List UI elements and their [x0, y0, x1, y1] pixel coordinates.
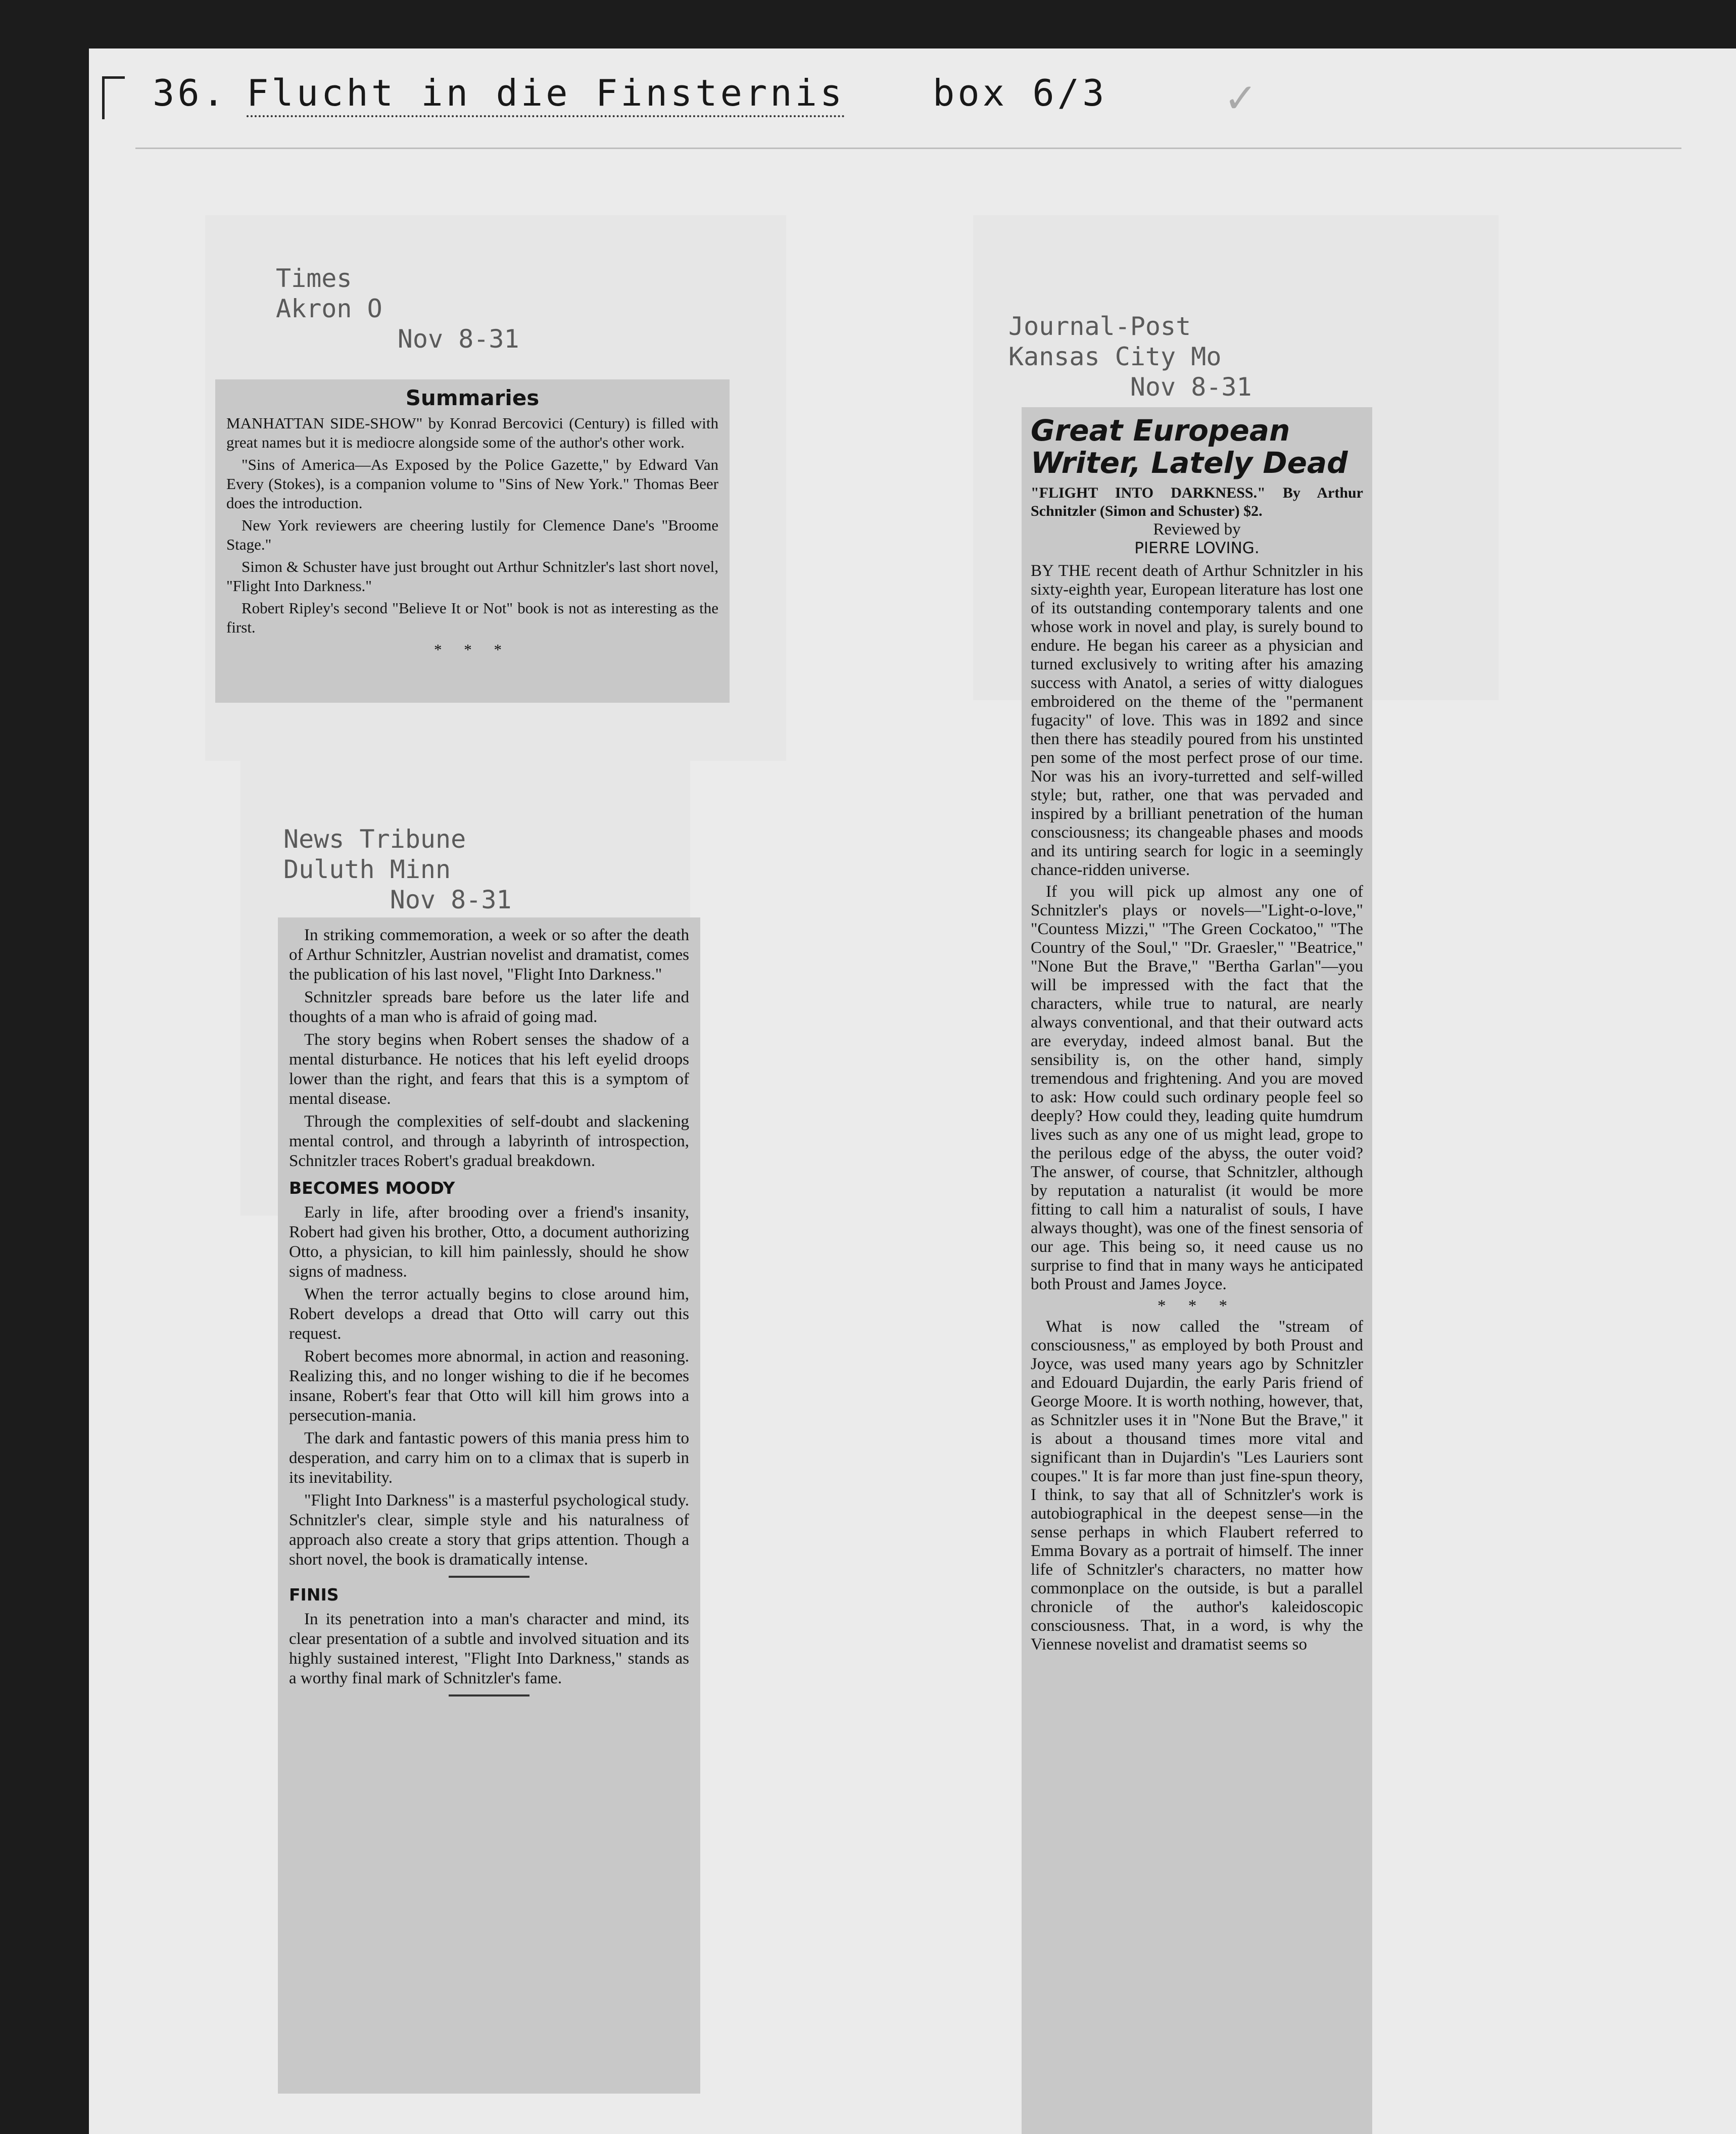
kansas-stamp: Journal-Post Kansas City Mo Nov 8-31 — [1008, 312, 1252, 402]
akron-headline: Summaries — [405, 385, 540, 410]
duluth-clipping — [278, 917, 700, 2094]
sheet-header — [89, 48, 1736, 160]
duluth-paragraph: When the terror actually begins to close around him, Robert develops a dread that Otto will carry out this request. — [289, 1285, 689, 1343]
akron-stamp: Times Akron O Nov 8-31 — [276, 264, 519, 354]
kansas-paragraph: BY THE recent death of Arthur Schnitzler in his sixty-eighth year, European literature has lost one of its outstanding contemporary talents and one whose work in novel and play, is surely bound to endure. He began his career as a physician and turned exclusively to writing after his amazing success with Anatol, a series of witty dialogues embroidered on the theme of the "permanent fugacity" of love. This was in 1892 and since then there has steadily poured from his unstinted pen some of the most perfect prose of our time. Nor was his an ivory-turretted and self-willed style; but, rather, one that was pervaded and inspired by a brilliant penetration of the human consciousness; its changeable phases and moods and its untiring search for logic in a seemingly chance-ridden universe. — [1031, 562, 1363, 879]
akron-paragraph: MANHATTAN SIDE-SHOW" by Konrad Bercovici (Century) is filled with great names but it is mediocre alongside some of the author's other work. — [226, 414, 718, 451]
akron-clipping — [215, 379, 730, 703]
duluth-paragraph: Early in life, after brooding over a friend's insanity, Robert had given his brother, Otto, a document authorizing Otto, a physician, to kill him painlessly, should he show signs of madness. — [289, 1203, 689, 1281]
kansas-book-line: "FLIGHT INTO DARKNESS." By Arthur Schnitzler (Simon and Schuster) $2. — [1031, 484, 1363, 519]
entry-title: Flucht in die Finsternis — [247, 72, 845, 117]
duluth-paragraph: The story begins when Robert senses the shadow of a mental disturbance. He notices that his left eyelid droops lower than the right, and fears that this is a symptom of mental disease. — [289, 1031, 689, 1108]
pencil-check-icon: ✓ — [1224, 75, 1258, 122]
kansas-reviewed-by: Reviewed by — [1153, 520, 1241, 539]
akron-paragraph: Robert Ripley's second "Believe It or Not" book is not as interesting as the first. — [226, 599, 718, 636]
duluth-paragraph: Schnitzler spreads bare before us the later life and thoughts of a man who is afraid of going mad. — [289, 988, 689, 1026]
duluth-divider — [449, 1576, 529, 1578]
kansas-paragraph: If you will pick up almost any one of Schnitzler's plays or novels—"Light-o-love," "Countess Mizzi," "The Green Cockatoo," "The Country of the Soul," "Dr. Graesler," "Beatrice," "None But the Brave," "Bertha Garlan"—you will be impressed with the fact that the characters, while true to natural, are nearly always conventional, and that their outward acts are everyday, indeed almost banal. But the sensibility is, on the other hand, simply tremendous and frightening. And you are moved to ask: How could such ordinary people feel so deeply? How could they, leading quite humdrum lives such as any one of us might lead, grope to the perilous edge of the abyss, the outer void? The answer, of course, that Schnitzler, although by reputation a naturalist (it would be more fitting to call him a naturalist of souls, I have always thought), was one of the finest sensoria of our age. This being so, it need cause us no surprise to find that in many ways he anticipated both Proust and James Joyce. — [1031, 883, 1363, 1293]
akron-paragraph: Simon & Schuster have just brought out Arthur Schnitzler's last short novel, "Flight Into Darkness." — [226, 558, 718, 595]
entry-number: 36. — [153, 72, 228, 114]
kansas-headline: Great European Writer, Lately Dead — [1031, 413, 1348, 480]
header-rule — [135, 148, 1681, 149]
duluth-paragraph: In its penetration into a man's character and mind, its clear presentation of a subtle and involved situation and its highly sustained interest, "Flight Into Darkness," stands as a worthy final mark of Schnitzler's fame. — [289, 1610, 689, 1687]
akron-stars: * * * — [434, 641, 511, 658]
duluth-paragraph: The dark and fantastic powers of this mania press him to desperation, and carry him on to a climax that is superb in its inevitability. — [289, 1429, 689, 1487]
duluth-paragraph: Through the complexities of self-doubt and slackening mental control, and through a labyrinth of introspection, Schnitzler traces Robert's gradual breakdown. — [289, 1112, 689, 1170]
kansas-paragraph: What is now called the "stream of consciousness," as employed by both Proust and Joyce, was used many years ago by Schnitzler and Edouard Dujardin, the early Paris friend of George Moore. It is worth nothing, however, that, as Schnitzler uses it in "None But the Brave," it is about a thousand times more vital and significant than in Dujardin's "Les Lauriers sont coupes." It is far more than just fine-spun theory, I think, to say that all of Schnitzler's work is autobiographical in the deepest sense—in the sense perhaps in which Flaubert referred to Emma Bovary as a portrait of himself. The inner life of Schnitzler's characters, no matter how commonplace on the outside, is but a parallel chronicle of the author's kaleidoscopic consciousness. That, in a word, is why the Viennese novelist and dramatist seems so — [1031, 1318, 1363, 1654]
duluth-subhead: FINIS — [289, 1585, 339, 1605]
duluth-paragraph: In striking commemoration, a week or so after the death of Arthur Schnitzler, Austrian novelist and dramatist, comes the publication of his last novel, "Flight Into Darkness." — [289, 926, 689, 984]
akron-paragraph: New York reviewers are cheering lustily for Clemence Dane's "Broome Stage." — [226, 516, 718, 553]
box-label: box 6/3 — [933, 72, 1107, 114]
duluth-stamp: News Tribune Duluth Minn Nov 8-31 — [283, 825, 512, 914]
kansas-clipping — [1022, 407, 1372, 2134]
archive-sheet — [89, 48, 1736, 2134]
kansas-stars: * * * — [1158, 1297, 1236, 1315]
akron-paragraph: "Sins of America—As Exposed by the Police Gazette," by Edward Van Every (Stokes), is a companion volume to "Sins of New York." Thomas Beer does the introduction. — [226, 456, 718, 512]
duluth-divider — [449, 1694, 529, 1696]
duluth-paragraph: Robert becomes more abnormal, in action and reasoning. Realizing this, and no longer wishing to die if he becomes insane, Robert's fear that Otto will kill him grows into a persecution-mania. — [289, 1347, 689, 1425]
corner-mark — [102, 76, 125, 119]
kansas-reviewer: PIERRE LOVING. — [1134, 539, 1260, 557]
duluth-paragraph: "Flight Into Darkness" is a masterful psychological study. Schnitzler's clear, simple style and his naturalness of approach also create a story that grips attention. Though a short novel, the book is dramatically intense. — [289, 1491, 689, 1569]
duluth-subhead: BECOMES MOODY — [289, 1178, 455, 1198]
